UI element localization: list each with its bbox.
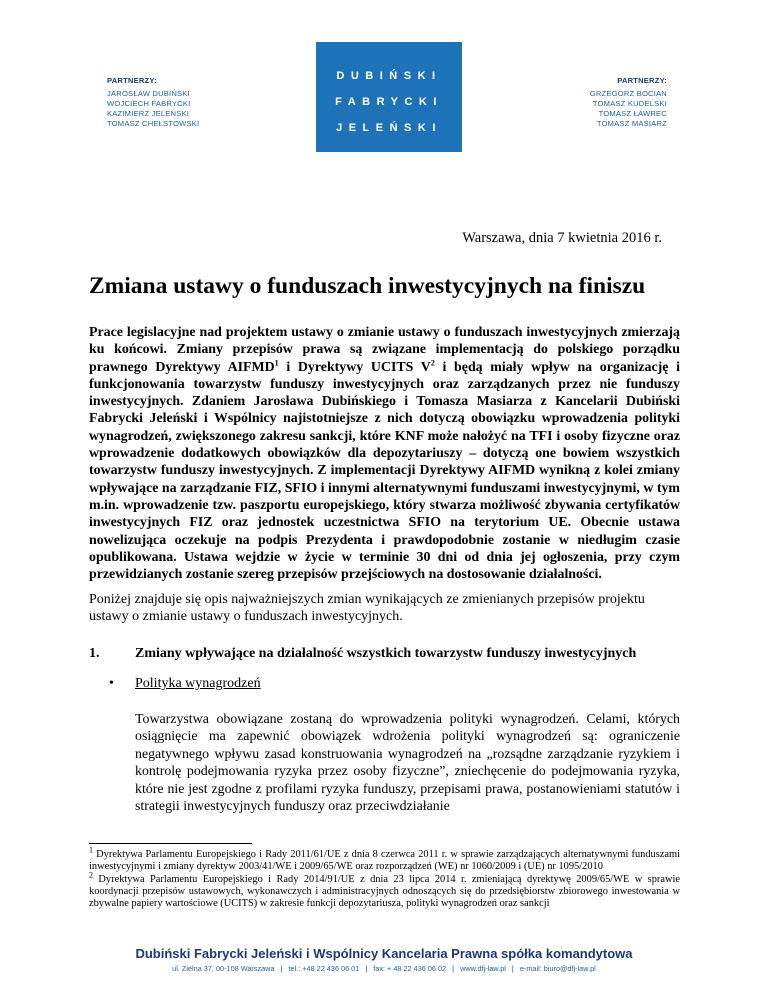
partner-name: TOMASZ KUDELSKI: [592, 99, 667, 108]
partners-left: [107, 76, 199, 129]
footnotes: [89, 845, 680, 911]
intro-paragraph: [89, 324, 680, 583]
footer-address: ul. Zielna 37, 00-108 Warszawa: [172, 964, 275, 973]
partner-name: WOJCIECH FABRYCKI: [107, 99, 191, 108]
footnote-text: Dyrektywa Parlamentu Europejskiego i Rady 2011/61/UE z dnia 8 czerwca 2011 r. w sprawie zarządzających alternatywnymi funduszami inwestycyjnymi i zmiany dyrektyw 2003/41/WE i 2009/65/WE oraz rozporządzeń (WE) nr 1060/2009 i (UE) nr 1095/2010: [89, 849, 680, 872]
firm-logo: [316, 42, 462, 152]
footnote-ref-2: 2: [430, 357, 435, 367]
partner-name: GRZEGORZ BOCIAN: [589, 89, 667, 98]
footer-separator: |: [511, 964, 514, 973]
footnote-marker: 2: [89, 870, 93, 880]
footer-contact: [0, 964, 768, 973]
footer-tel: tel.: +48 22 436 06 01: [288, 964, 360, 973]
footer-fax: fax: + 48 22 436 06 02: [373, 964, 447, 973]
section-title: Zmiany wpływające na działalność wszystkich towarzystw funduszy inwestycyjnych: [135, 646, 637, 661]
footer-website-link[interactable]: www.dfj-law.pl: [460, 964, 506, 973]
document-title: Zmiana ustawy o funduszach inwestycyjnych na finiszu: [89, 273, 646, 299]
footnote-divider: [89, 843, 252, 844]
footnote-ref-1: 1: [274, 357, 279, 367]
description-paragraph: Poniżej znajduje się opis najważniejszych zmian wynikających ze zmienianych przepisów projektu ustawy o zmianie ustawy o funduszach inwestycyjnych.: [89, 592, 645, 625]
partners-right: [590, 76, 667, 129]
bullet-body-paragraph: Towarzystwa obowiązane zostaną do wprowadzenia polityki wynagrodzeń. Celami, których osiągnięcie ma zapewnić obowiązek wdrożenia polityki wynagrodzeń są: ograniczenie negatywnego wpływu zasad konstruowania wynagrodzeń na „rozsądne zarządzanie ryzykiem i kontrolę podejmowania ryzyka przez osoby fizyczne”, zniechęcenie do podejmowania ryzyka, które nie jest zgodne z profilami ryzyka funduszy, przepisami prawa, postanowieniami statutów i strategii inwestycyjnych funduszy oraz przeciwdziałanie: [135, 712, 680, 815]
logo-line-3: JELEŃSKI: [336, 122, 442, 134]
intro-text-2: i Dyrektywy UCITS V: [278, 359, 431, 375]
bullet-label: Polityka wynagrodzeń: [135, 676, 261, 691]
footer-separator: |: [280, 964, 283, 973]
partner-name: KAZIMIERZ JELEŃSKI: [107, 109, 190, 118]
footer-separator: |: [365, 964, 368, 973]
logo-line-2: FABRYCKI: [335, 96, 443, 108]
bullet-icon: •: [109, 676, 114, 691]
footer-email-link[interactable]: e-mail: biuro@dfj-law.pl: [519, 964, 596, 973]
document-date: Warszawa, dnia 7 kwietnia 2016 r.: [462, 230, 662, 246]
partner-name: TOMASZ MASIARZ: [596, 119, 667, 128]
footnote: [89, 870, 680, 910]
footer-separator: |: [452, 964, 455, 973]
partners-right-heading: PARTNERZY:: [617, 76, 667, 85]
footnote-text: Dyrektywa Parlamentu Europejskiego i Rady 2014/91/UE z dnia 23 lipca 2014 r. zmieniającą dyrektywę 2009/65/WE w sprawie koordynacji przepisów ustawowych, wykonawczych i administracyjnych odnoszących się do przedsiębiorstw zbiorowego inwestowania w zbywalne papiery wartościowe (UCITS) w zakresie funkcji depozytariusza, polityki wynagrodzeń oraz sankcji: [89, 874, 680, 909]
footnote-marker: 1: [89, 845, 93, 855]
footer-firm-name: Dubiński Fabrycki Jeleński i Wspólnicy Kancelaria Prawna spółka komandytowa: [135, 946, 633, 961]
intro-text-3: i będą miały wpływ na organizację i funkcjonowania towarzystw funduszy inwestycyjnych oraz zarządzanych przez nie funduszy inwestycyjnych. Zdaniem Jarosława Dubińskiego i Tomasza Masiarza z Kancelarii Dubiński Fabrycki Jeleński i Wspólnicy najistotniejsze z nich dotyczą obowiązku wprowadzenia polityki wynagrodzeń, zwiększonego zakresu sankcji, które KNF może nałożyć na TFI i osoby fizyczne oraz wprowadzenie dodatkowych obowiązków dla depozytariuszy – dotyczą one bowiem wszystkich towarzystw funduszy inwestycyjnych. Z implementacji Dyrektywy AIFMD wynikną z kolei zmiany wpływające na zarządzanie FIZ, SFIO i innymi alternatywnymi funduszami inwestycyjnymi, w tym m.in. wprowadzenie tzw. paszportu europejskiego, który stwarza możliwość zbywania certyfikatów inwestycyjnych FIZ oraz jednostek uczestnictwa SFIO na terytorium UE. Obecnie ustawa nowelizująca oczekuje na podpis Prezydenta i prawdopodobnie zostanie w niedługim czasie opublikowana. Ustawa wejdzie w życie w terminie 30 dni od dnia jej ogłoszenia, przy czym przewidzianych zostanie szereg przepisów przejściowych na dostosowanie działalności.: [89, 359, 680, 583]
logo-line-1: DUBIŃSKI: [336, 70, 442, 82]
partners-left-heading: PARTNERZY:: [107, 76, 157, 85]
intro-text-1: Prace legislacyjne nad projektem ustawy o zmianie ustawy o funduszach inwestycyjnych zmierzają ku końcowi. Zmiany przepisów prawa są związane implementacją do polskiego porządku prawnego Dyrektywy AIFMD: [89, 325, 680, 375]
footnote: [89, 845, 680, 873]
section-number: 1.: [89, 646, 100, 661]
partner-name: TOMASZ ŁAWREC: [598, 109, 667, 118]
partner-name: JAROSŁAW DUBIŃSKI: [107, 89, 190, 98]
partner-name: TOMASZ CHEŁSTOWSKI: [107, 119, 200, 128]
